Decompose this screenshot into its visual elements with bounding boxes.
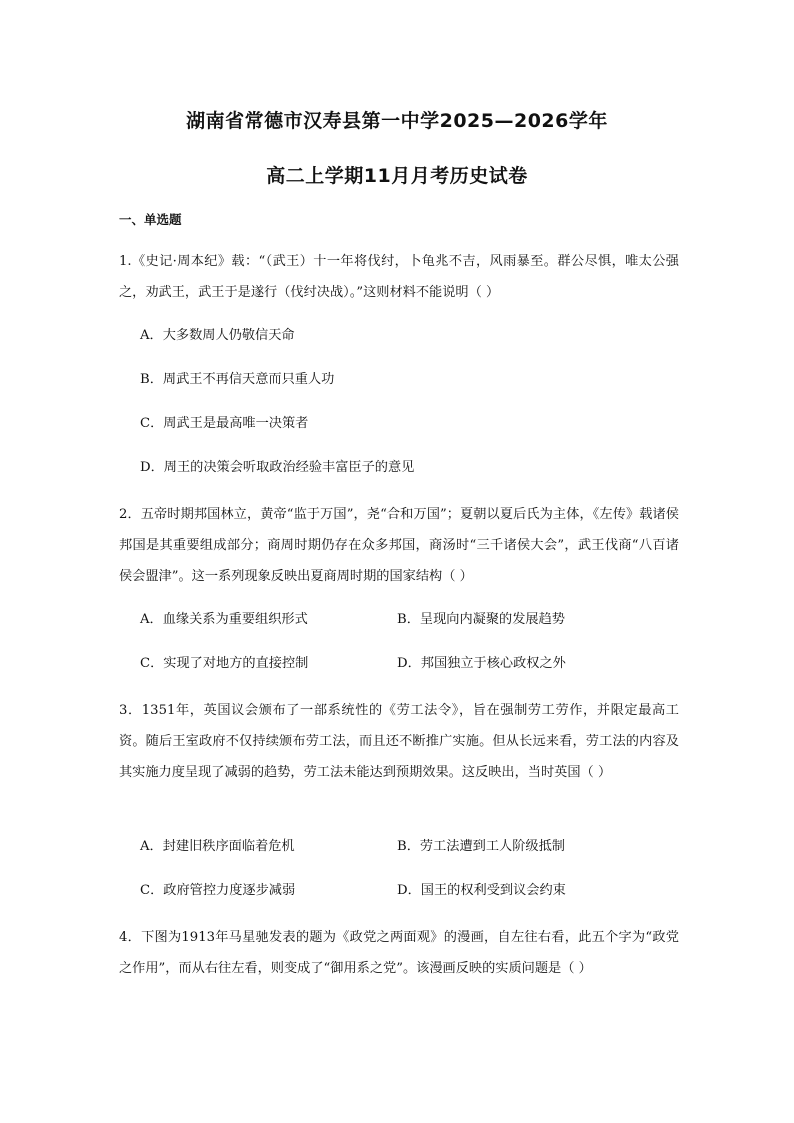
question-3-stem: 3．1351年，英国议会颁布了一部系统性的《劳工法令》，旨在强制劳工劳作，并限定最高工资。随后王室政府不仅持续颁布劳工法，而且还不断推广实施。但从长远来看，劳工法的内容及其实施力度呈现了减弱的趋势，劳工法未能达到预期效果。这反映出，当时英国（ ） bbox=[119, 703, 679, 780]
question-3-option-c: C．政府管控力度逐步减弱 bbox=[140, 883, 296, 898]
question-2-stem: 2．五帝时期邦国林立，黄帝“监于万国”，尧“合和万国”；夏朝以夏后氏为主体，《左传》载诸侯邦国是其重要组成部分；商周时期仍存在众多邦国，商汤时“三千诸侯大会”，武王伐商“八百诸侯会盟津”。这一系列现象反映出夏商周时期的国家结构（ ） bbox=[119, 507, 679, 584]
question-1-option-a: A．大多数周人仍敬信天命 bbox=[140, 328, 295, 343]
question-1-option-d: D．周王的决策会听取政治经验丰富臣子的意见 bbox=[140, 460, 415, 475]
question-1-stem: 1.《史记·周本纪》载：“（武王）十一年将伐纣，卜龟兆不吉，风雨暴至。群公尽惧，唯太公强之，劝武王，武王于是遂行（伐纣决战）。”这则材料不能说明（ ） bbox=[119, 254, 679, 300]
question-2-option-d: D．邦国独立于核心政权之外 bbox=[397, 656, 566, 671]
section-heading: 一、单选题 bbox=[119, 212, 182, 227]
question-4-stem: 4．下图为1913年马星驰发表的题为《政党之两面观》的漫画，自左往右看，此五个字为“政党之作用”，而从右往左看，则变成了“御用系之党”。该漫画反映的实质问题是（ ） bbox=[119, 930, 679, 976]
question-2-option-b: B．呈现向内凝聚的发展趋势 bbox=[397, 612, 565, 627]
question-1-option-b: B．周武王不再信天意而只重人功 bbox=[140, 372, 335, 387]
exam-title-line-1: 湖南省常德市汉寿县第一中学2025—2026学年 bbox=[186, 110, 608, 132]
question-3-option-a: A．封建旧秩序面临着危机 bbox=[140, 839, 295, 854]
question-3-option-b: B．劳工法遭到工人阶级抵制 bbox=[397, 839, 565, 854]
question-2-option-a: A．血缘关系为重要组织形式 bbox=[140, 612, 308, 627]
exam-title-line-2: 高二上学期11月月考历史试卷 bbox=[266, 165, 528, 187]
question-2-option-c: C．实现了对地方的直接控制 bbox=[140, 656, 309, 671]
question-1-option-c: C．周武王是最高唯一决策者 bbox=[140, 416, 309, 431]
question-3-option-d: D．国王的权利受到议会约束 bbox=[397, 883, 566, 898]
